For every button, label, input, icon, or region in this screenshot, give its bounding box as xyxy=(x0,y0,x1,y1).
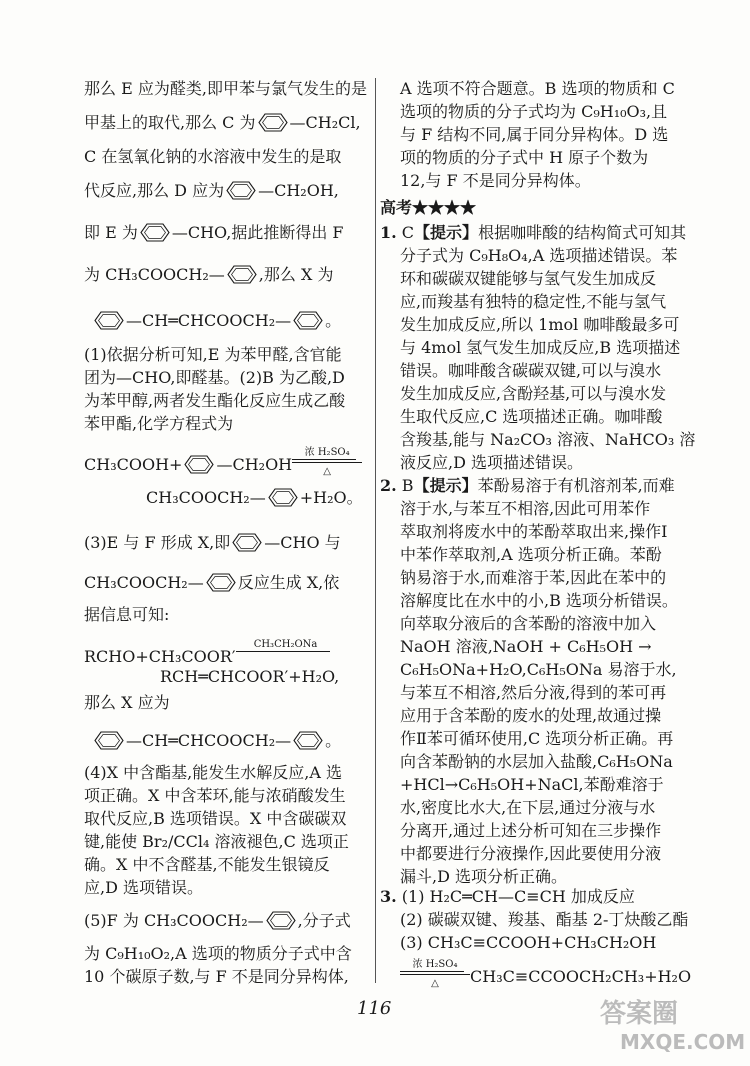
text-line: 10 个碳原子数,与 F 不是同分异构体, xyxy=(84,967,349,986)
text-line: 中都要进行分液操作,因此要使用分液 xyxy=(400,844,662,863)
text-line: 与苯互不相溶,然后分液,得到的苯可再 xyxy=(400,683,667,702)
text-line: 选项的物质的分子式均为 C₉H₁₀O₃,且 xyxy=(400,102,668,121)
equation-line: CH₃COOH+ —CH₂OH 浓 H₂SO₄ △ xyxy=(84,448,362,476)
text-line: 为苯甲醇,两者发生酯化反应生成乙酸 xyxy=(84,391,346,410)
text-line: 项正确。X 中含苯环,能与浓硝酸发生 xyxy=(84,786,346,805)
text-line: 环和碳碳双键能够与氢气发生加成反 xyxy=(400,269,657,288)
text-line: 向萃取分液后的含苯酚的溶液中加入 xyxy=(400,614,657,633)
benzene-ring-icon xyxy=(258,113,288,132)
text-line: C₆H₅ONa+H₂O,C₆H₅ONa 易溶于水, xyxy=(400,660,677,679)
text-line: 作Ⅱ苯可循环使用,C 选项分析正确。再 xyxy=(400,729,674,748)
text-line: 错误。咖啡酸含碳碳双键,可以与溴水 xyxy=(400,361,662,380)
text-line: 与 F 结构不同,属于同分异构体。D 选 xyxy=(400,125,669,144)
benzene-ring-icon xyxy=(94,731,124,750)
text-line: (3)E 与 F 形成 X,即 —CHO 与 xyxy=(84,533,341,552)
column-divider xyxy=(375,78,376,983)
text-line: 据信息可知: xyxy=(84,605,170,624)
text-line: 漏斗,D 选项分析正确。 xyxy=(400,867,568,886)
text-line: 发生加成反应,含酚羟基,可以与溴水发 xyxy=(400,384,667,403)
text-line: (1)依据分析可知,E 为苯甲醛,含官能 xyxy=(84,345,342,364)
text-line: C 在氢氧化钠的水溶液中发生的是取 xyxy=(84,147,342,166)
text-line: 溶解度比在水中的小,B 选项分析错误。 xyxy=(400,591,678,610)
text-line: +HCl→C₆H₅OH+NaCl,苯酚难溶于 xyxy=(400,775,664,794)
benzene-ring-icon xyxy=(184,455,214,474)
text-line: 项的物质的分子式中 H 原子个数为 xyxy=(400,148,649,167)
text-line: 液反应,D 选项描述错误。 xyxy=(400,453,584,472)
text-line: 甲基上的取代,那么 C 为 —CH₂Cl, xyxy=(84,113,361,132)
answer-3: 3. (1) H₂C═CH—C≡CH 加成反应 xyxy=(380,887,635,906)
text-line: (5)F 为 CH₃COOCH₂— ,分子式 xyxy=(84,911,351,930)
text-line: 含羧基,能与 Na₂CO₃ 溶液、NaHCO₃ 溶 xyxy=(400,430,696,449)
text-line: 中苯作萃取剂,A 选项分析正确。苯酚 xyxy=(400,545,662,564)
text-line: 钠易溶于水,而难溶于苯,因此在苯中的 xyxy=(400,568,667,587)
benzene-ring-icon xyxy=(140,223,170,242)
formula-line: —CH═CHCOOCH₂— 。 xyxy=(92,730,341,752)
equation-line: 浓 H₂SO₄ △ CH₃C≡CCOOCH₂CH₃+H₂O xyxy=(400,960,691,988)
text-line: 发生加成反应,所以 1mol 咖啡酸最多可 xyxy=(400,315,680,334)
text-line: 生取代反应,C 选项描述正确。咖啡酸 xyxy=(400,407,663,426)
benzene-ring-icon xyxy=(293,311,323,330)
text-line: 12,与 F 不是同分异构体。 xyxy=(400,171,591,190)
text-line: (3) CH₃C≡CCOOH+CH₃CH₂OH xyxy=(400,933,657,952)
benzene-ring-icon xyxy=(268,488,298,507)
benzene-ring-icon xyxy=(232,533,262,552)
equation-line: CH₃COOCH₂— +H₂O。 xyxy=(146,488,363,507)
text-line: 溶于水,与苯互不相溶,因此可用苯作 xyxy=(400,499,651,518)
text-line: 应,D 选项错误。 xyxy=(84,878,204,897)
text-line: NaOH 溶液,NaOH + C₆H₅OH → xyxy=(400,637,652,656)
watermark: 答案圈 xyxy=(600,999,679,1029)
benzene-ring-icon xyxy=(293,731,323,750)
text-line: 应,而羧基有独特的稳定性,不能与氢气 xyxy=(400,292,667,311)
reaction-arrow: 浓 H₂SO₄ △ xyxy=(292,448,362,470)
benzene-ring-icon xyxy=(226,181,256,200)
answer-1: 1. C【提示】根据咖啡酸的结构简式可知其 xyxy=(380,223,687,242)
page-number: 116 xyxy=(357,998,392,1019)
text-line: 那么 X 应为 xyxy=(84,693,170,712)
text-line: 取代反应,B 选项错误。X 中含碳碳双 xyxy=(84,809,347,828)
text-line: 为 C₉H₁₀O₂,A 选项的物质分子式中含 xyxy=(84,944,352,963)
watermark-url: MXQE.COM xyxy=(620,1030,746,1054)
text-line: 那么 E 应为醛类,即甲苯与氯气发生的是 xyxy=(84,79,367,98)
text-line: 键,能使 Br₂/CCl₄ 溶液褪色,C 选项正 xyxy=(84,832,349,851)
text-line: 向含苯酚钠的水层加入盐酸,C₆H₅ONa xyxy=(400,752,673,771)
benzene-ring-icon xyxy=(266,911,296,930)
benzene-ring-icon xyxy=(94,311,124,330)
text-line: (4)X 中含酯基,能发生水解反应,A 选 xyxy=(84,763,342,782)
text-line: 代反应,那么 D 应为 —CH₂OH, xyxy=(84,181,339,200)
reaction-arrow: 浓 H₂SO₄ △ xyxy=(400,960,470,982)
text-line: CH₃COOCH₂— 反应生成 X,依 xyxy=(84,573,340,592)
formula-line: —CH═CHCOOCH₂— 。 xyxy=(92,310,341,332)
text-line: 应用于含苯酚的废水的处理,故通过操 xyxy=(400,706,662,725)
text-line: 与 4mol 氢气发生加成反应,B 选项描述 xyxy=(400,338,681,357)
text-line: 团为—CHO,即醛基。(2)B 为乙酸,D xyxy=(84,368,345,387)
text-line: 确。X 中不含醛基,不能发生银镜反 xyxy=(84,855,330,874)
benzene-ring-icon xyxy=(206,573,236,592)
text-line: 分离开,通过上述分析可知在三步操作 xyxy=(400,821,662,840)
text-line: 水,密度比水大,在下层,通过分液与水 xyxy=(400,798,656,817)
text-line: A 选项不符合题意。B 选项的物质和 C xyxy=(400,79,675,98)
text-line: 即 E 为 —CHO,据此推断得出 F xyxy=(84,223,344,242)
text-line: 为 CH₃COOCH₂— ,那么 X 为 xyxy=(84,265,334,284)
text-line: 分子式为 C₉H₈O₄,A 选项描述错误。苯 xyxy=(400,246,678,265)
text-line: 苯甲酯,化学方程式为 xyxy=(84,414,234,433)
benzene-ring-icon xyxy=(227,265,257,284)
equation-line: RCH═CHCOOR′+H₂O, xyxy=(160,667,340,686)
text-line: 萃取剂将废水中的苯酚萃取出来,操作Ⅰ xyxy=(400,522,668,541)
section-heading: 高考★★★★ xyxy=(380,198,477,217)
answer-2: 2. B【提示】苯酚易溶于有机溶剂苯,而难 xyxy=(380,476,675,495)
text-line: (2) 碳碳双键、羧基、酯基 2-丁炔酸乙酯 xyxy=(400,910,689,929)
reaction-arrow: CH₃CH₂ONa xyxy=(236,640,336,662)
equation-line: RCHO+CH₃COOR′ CH₃CH₂ONa xyxy=(84,640,336,668)
